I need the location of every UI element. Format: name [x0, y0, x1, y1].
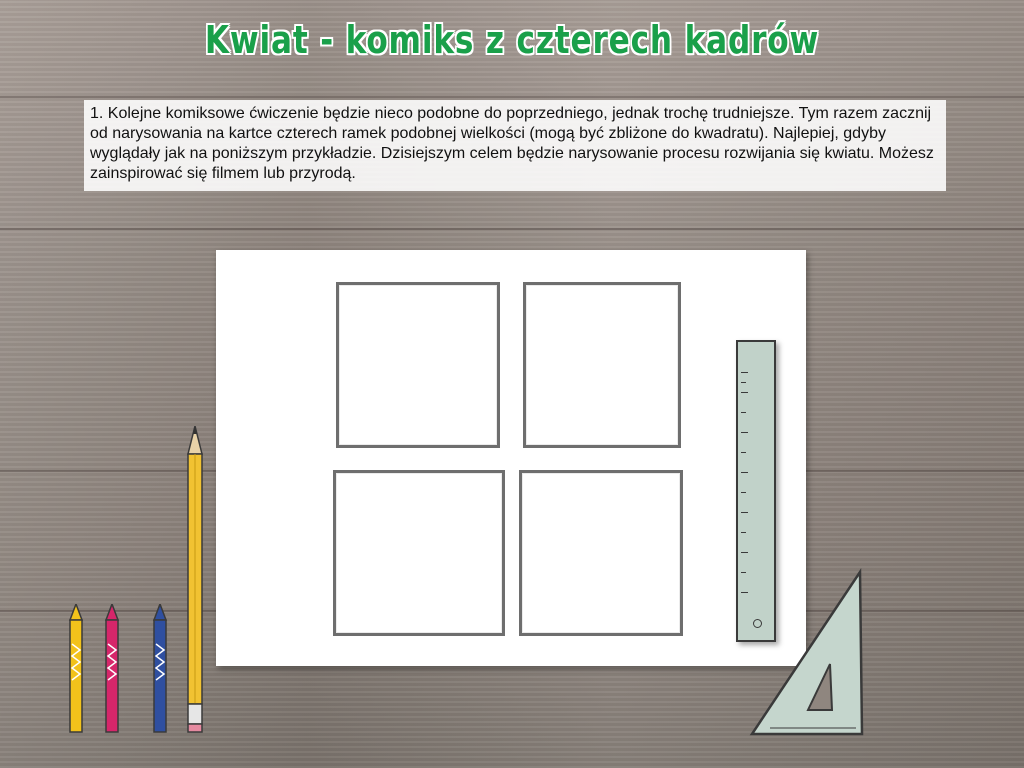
comic-frame-1: [336, 282, 500, 448]
paper-sheet: [216, 250, 806, 666]
comic-frame-2: [523, 282, 681, 448]
crayon-yellow-icon: [66, 604, 86, 736]
page-title: Kwiat - komiks z czterech kadrów: [204, 18, 820, 62]
set-square-icon: [748, 568, 868, 738]
comic-frame-4: [519, 470, 683, 636]
instructions-text: 1. Kolejne komiksowe ćwiczenie będzie nieco podobne do poprzedniego, jednak trochę trudniejsze. Tym razem zacznij od narysowania na kartce czterech ramek podobnej wielkości (mogą być zbliżone do kwadratu). Najlepiej, gdyby wyglądały jak na poniższym przykładzie. Dzisiejszym celem będzie narysowanie procesu rozwijania się kwiatu. Możesz zainspirować się filmem lub przyrodą.: [84, 100, 946, 191]
crayon-blue-icon: [150, 604, 170, 736]
pencil-icon: [184, 426, 206, 736]
comic-frame-3: [333, 470, 505, 636]
crayon-pink-icon: [102, 604, 122, 736]
